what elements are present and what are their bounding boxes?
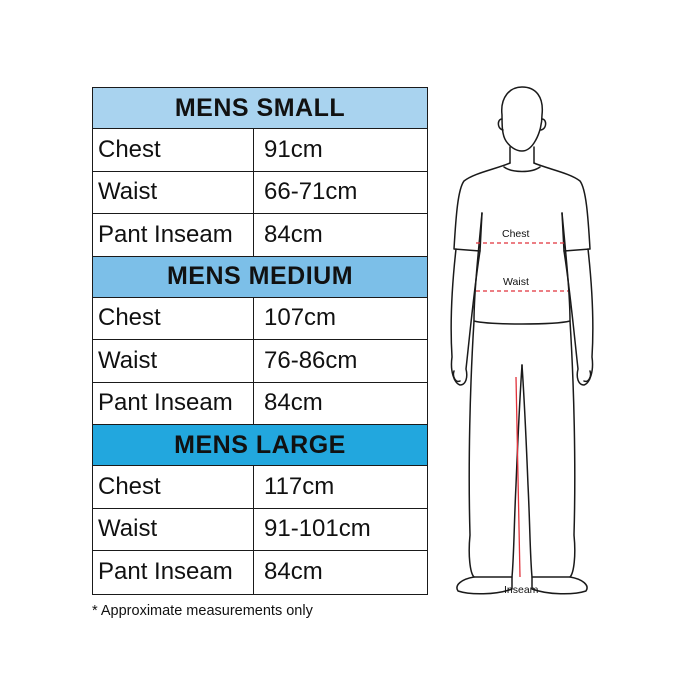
table-row [93, 383, 427, 426]
row-label: Chest [93, 298, 254, 340]
row-value: 84cm [264, 220, 323, 248]
inseam-measure-label: Inseam [504, 584, 539, 596]
row-value: 117cm [264, 472, 335, 500]
row-label: Waist [93, 172, 254, 214]
row-label: Chest [93, 129, 254, 171]
table-row [93, 298, 427, 341]
chest-measure-label: Chest [502, 228, 530, 240]
table-row [93, 129, 427, 172]
table-row [93, 509, 427, 552]
table-row [93, 214, 427, 257]
section-header-small: MENS SMALL [93, 88, 427, 129]
section-header-medium: MENS MEDIUM [93, 257, 427, 298]
row-label: Pant Inseam [93, 214, 254, 256]
waist-measure-label: Waist [503, 276, 529, 288]
table-row [93, 340, 427, 383]
row-value: 66-71cm [264, 178, 358, 206]
row-label: Waist [93, 340, 254, 382]
row-value: 91cm [264, 135, 323, 163]
size-chart-table [92, 87, 428, 595]
row-label: Pant Inseam [93, 551, 254, 594]
human-outline-icon [440, 85, 610, 605]
table-row [93, 551, 427, 594]
row-value: 107cm [264, 304, 337, 332]
row-value: 91-101cm [264, 515, 371, 543]
row-value: 76-86cm [264, 346, 358, 374]
body-measurement-figure [440, 85, 610, 605]
row-value: 84cm [264, 389, 323, 417]
row-label: Waist [93, 509, 254, 551]
row-value: 84cm [264, 558, 323, 586]
table-row [93, 172, 427, 215]
section-header-large: MENS LARGE [93, 425, 427, 466]
row-label: Pant Inseam [93, 383, 254, 425]
table-row [93, 466, 427, 509]
row-label: Chest [93, 466, 254, 508]
footnote: * Approximate measurements only [92, 603, 313, 619]
